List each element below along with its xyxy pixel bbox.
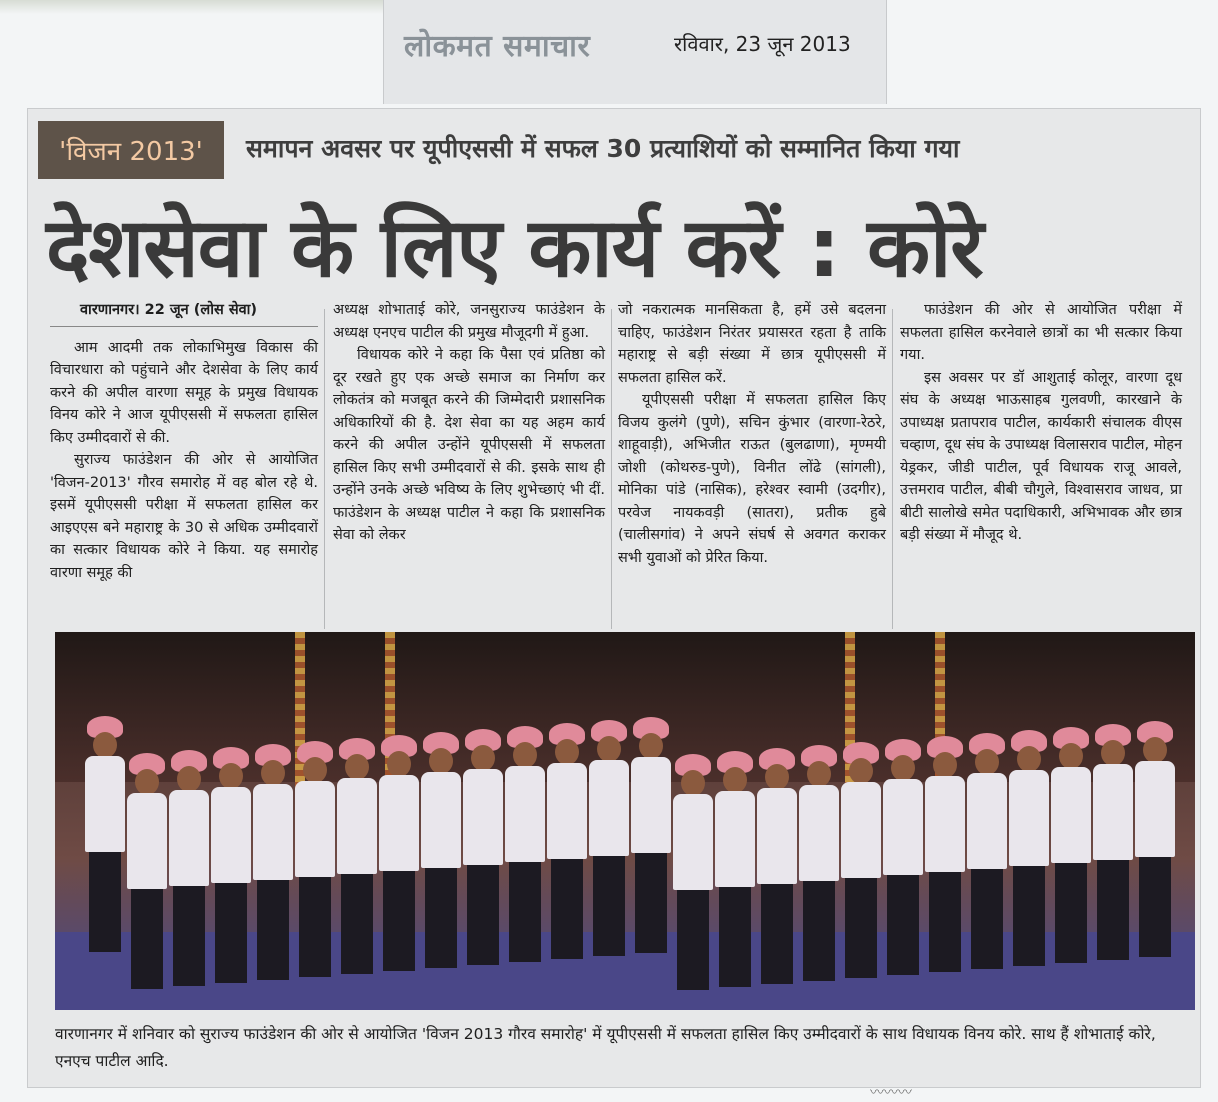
paragraph: इस अवसर पर डॉ आशुताई कोलूर, वारणा दूध संघ के अध्यक्ष भाऊसाहब गुलवणी, कारखाने के उपाध्यक्ष प्रतापराव पाटील, कार्यकारी संचालक वीएस चव्हाण, दूध संघ के उपाध्यक्ष विलासराव पाटील, मोहन येड्रकर, जीडी पाटील, पूर्व विधायक राजू आवले, उत्तमराव पाटील, बीबी चौगुले, विश्वासराव जाधव, प्रा बीटी सालोखे समेत पदाधिकारी, अभिभावक और छात्र बड़ी संख्या में मौजूद थे.	[900, 369, 1182, 543]
paragraph: आम आदमी तक लोकाभिमुख विकास की विचारधारा को पहुंचाने और देशसेवा के लिए कार्य करने की अपील वारणा समूह के प्रमुख विधायक विनय कोरे ने आज यूपीएससी में सफलता हासिल किए उम्मीदवारों से की.	[50, 339, 318, 446]
paragraph: विधायक कोरे ने कहा कि पैसा एवं प्रतिष्ठा को दूर रखते हुए एक अच्छे समाज का निर्माण कर लोकतंत्र को मजबूत करने की जिम्मेदारी प्रशासनिक अधिकारियों की है. देश सेवा का यह अहम कार्य करने की अपील उन्होंने यूपीएससी में सफलता हासिल किए सभी उम्मीदवारों से की. इसके साथ ही उन्होंने उनके अच्छे भविष्य के लिए शुभेच्छाएं भी दीं. फाउंडेशन के अध्यक्ष पाटील ने कहा कि प्रशासनिक सेवा को लेकर	[333, 347, 605, 543]
article-column-3	[618, 299, 886, 569]
news-clipping	[27, 108, 1201, 1088]
kicker-tag: 'विजन 2013'	[38, 121, 224, 179]
dateline: वारणानगर। 22 जून (लोस सेवा)	[50, 299, 318, 327]
paragraph: अध्यक्ष शोभाताई कोरे, जनसुराज्य फाउंडेशन के अध्यक्ष एनएच पाटील की प्रमुख मौजूदगी में हुआ.	[333, 302, 605, 341]
kicker-text: समापन अवसर पर यूपीएससी में सफल 30 प्रत्याशियों को सम्मानित किया गया	[246, 134, 960, 163]
paragraph: सुराज्य फाउंडेशन की ओर से आयोजित 'विजन-2013' गौरव समारोह में वह बोल रहे थे. इसमें यूपीएससी परीक्षा में सफलता हासिल कर आइएएस बने महाराष्ट्र के 30 से अधिक उम्मीदवारों का सत्कार विधायक कोरे ने किया. यह समारोह वारणा समूह की	[50, 452, 318, 581]
article-column-1	[50, 299, 318, 584]
group-photo	[55, 632, 1195, 1010]
issue-date: रविवार, 23 जून 2013	[674, 32, 851, 56]
article-column-4	[900, 299, 1182, 547]
kicker-row	[38, 121, 1188, 179]
photo-caption: वारणानगर में शनिवार को सुराज्य फाउंडेशन की ओर से आयोजित 'विजन 2013 गौरव समारोह' में यूपीएससी में सफलता हासिल किए उम्मीदवारों के साथ विधायक विनय कोरे. साथ हैं शोभाताई कोरे, एनएच पाटील आदि.	[55, 1025, 1156, 1070]
column-divider	[611, 309, 612, 629]
handwritten-mark: 〰〰〰	[870, 1085, 912, 1101]
page-edge-shadow	[0, 0, 383, 14]
paragraph: यूपीएससी परीक्षा में सफलता हासिल किए विजय कुलंगे (पुणे), सचिन कुंभार (वारणा-रेठरे, शाहूवाड़ी), अभिजीत राऊत (बुलढाणा), मृण्मयी जोशी (कोथरुड-पुणे), विनीत लोंढे (सांगली), मोनिका पांडे (नासिक), हरेश्वर स्वामी (उदगीर), परवेज नायकवड़ी (सातरा), प्रतीक हुबे (चालीसगांव) ने अपने संघर्ष से अवगत कराकर सभी युवाओं को प्रेरित किया.	[618, 392, 886, 566]
newspaper-masthead	[383, 0, 887, 104]
paragraph: फाउंडेशन की ओर से आयोजित परीक्षा में सफलता हासिल करनेवाले छात्रों का भी सत्कार किया गया.	[900, 302, 1182, 363]
article-column-2	[333, 299, 605, 547]
column-divider	[324, 309, 325, 629]
newspaper-brand: लोकमत समाचार	[404, 29, 591, 64]
headline: देशसेवा के लिए कार्य करें : कोरे	[46, 201, 983, 296]
paragraph: जो नकरात्मक मानसिकता है, हमें उसे बदलना चाहिए, फाउंडेशन निरंतर प्रयासरत रहता है ताकि महाराष्ट्र से बड़ी संख्या में छात्र यूपीएससी में सफलता हासिल करें.	[618, 302, 886, 386]
column-divider	[892, 309, 893, 629]
